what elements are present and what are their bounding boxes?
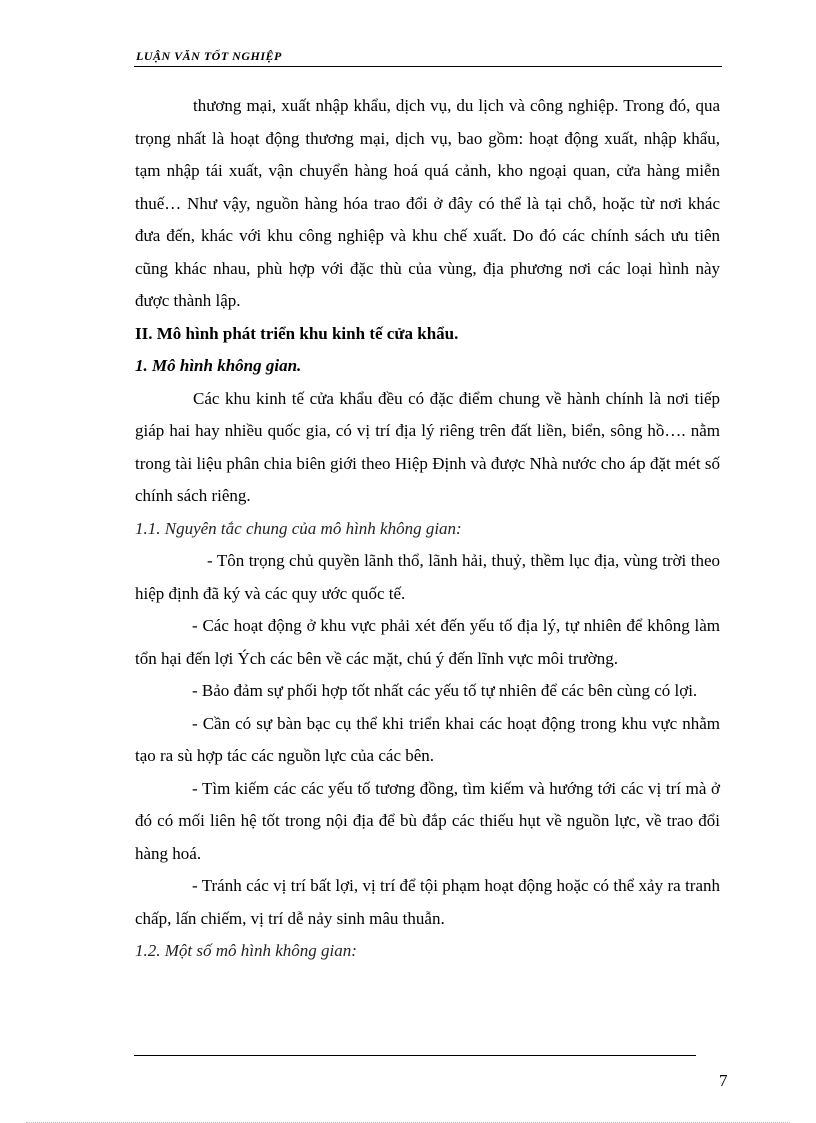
subsection-heading: 1. Mô hình không gian.: [135, 356, 302, 375]
sub-heading-models: 1.2. Một số mô hình không gian:: [135, 941, 357, 960]
page-number: 7: [719, 1071, 728, 1090]
section-heading: II. Mô hình phát triển khu kinh tế cửa khẩu.: [135, 323, 459, 343]
document-body: [135, 90, 720, 968]
bullet-item: - Tôn trọng chủ quyền lãnh thổ, lãnh hải, thuỷ, thềm lục địa, vùng trời theo hiệp định đã ký và các quy ước quốc tế.: [135, 551, 720, 603]
bullet-item: - Tránh các vị trí bất lợi, vị trí để tội phạm hoạt động hoặc có thể xảy ra tranh chấp, lấn chiếm, vị trí dễ nảy sinh mâu thuẫn.: [135, 876, 720, 928]
paragraph-continuation: thương mại, xuất nhập khẩu, dịch vụ, du lịch và công nghiệp. Trong đó, qua trọng nhất là hoạt động thương mại, dịch vụ, bao gồm: hoạt động xuất, nhập khẩu, tạm nhập tái xuất, vận chuyển hàng hoá quá cảnh, kho ngoại quan, cửa hàng miễn thuế… Như vậy, nguồn hàng hóa trao đổi ở đây có thể là tại chỗ, hoặc từ nơi khác đưa đến, khác với khu công nghiệp và khu chế xuất. Do đó các chính sách ưu tiên cũng khác nhau, phù hợp với đặc thù của vùng, địa phương nơi các loại hình này được thành lập.: [135, 96, 720, 310]
paragraph-spatial-model: Các khu kinh tế cửa khẩu đều có đặc điểm chung về hành chính là nơi tiếp giáp hai hay nhiều quốc gia, có vị trí địa lý riêng trên đất liền, biển, sông hồ…. nằm trong tài liệu phân chia biên giới theo Hiệp Định và được Nhà nước cho áp đặt mét số chính sách riêng.: [135, 388, 720, 505]
bullet-item: - Tìm kiếm các các yếu tố tương đồng, tìm kiếm và hướng tới các vị trí mà ở đó có mối liên hệ tốt trong nội địa để bù đắp các thiếu hụt về nguồn lực, về trao đổi hàng hoá.: [135, 778, 720, 863]
sub-heading-principles: 1.1. Nguyên tắc chung của mô hình không gian:: [135, 518, 462, 538]
footer-divider: [134, 1055, 696, 1056]
header-divider: [134, 66, 722, 67]
bullet-item: - Các hoạt động ở khu vực phải xét đến yếu tố địa lý, tự nhiên để không làm tổn hại đến lợi Ých các bên về các mặt, chú ý đến lĩnh vực môi trường.: [135, 616, 720, 668]
bullet-item: - Bảo đảm sự phối hợp tốt nhất các yếu tố tự nhiên để các bên cùng có lợi.: [192, 681, 698, 700]
running-header-title: LUẬN VĂN TỐT NGHIỆP: [136, 49, 282, 63]
bullet-item: - Cần có sự bàn bạc cụ thể khi triển khai các hoạt động trong khu vực nhằm tạo ra sù hợp tác các nguồn lực của các bên.: [135, 713, 720, 765]
